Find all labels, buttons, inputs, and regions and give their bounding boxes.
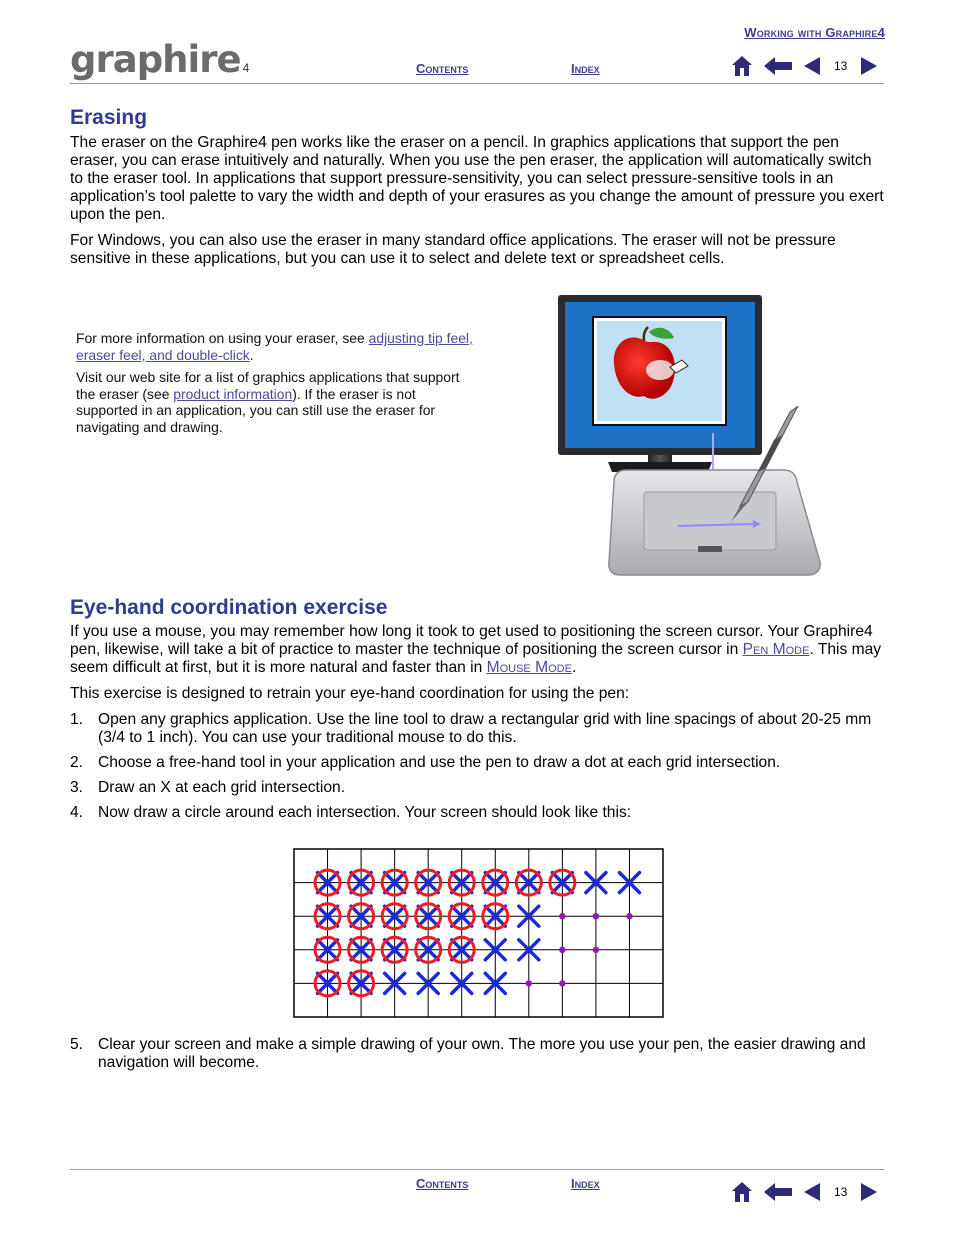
eraser-note-1 — [76, 330, 481, 363]
logo-text: graphire — [70, 38, 241, 81]
chapter-title[interactable]: Working with Graphire4 — [744, 25, 885, 40]
step-item: 1. Open any graphics application. Use the line tool to draw a rectangular grid with line spacings of about 20-25 mm (3/4 to 1 inch). You can use your traditional mouse to do this. — [70, 711, 872, 746]
grid-dot-mark — [559, 913, 565, 919]
erasing-paragraph-1: The eraser on the Graphire4 pen works like the eraser on a pencil. In graphics applications that support the pen eraser, you can erase intuitively and naturally. When you use the pen eraser, the application will automatically switch to the eraser tool. In applications that support pressure-sensitivity, you can select pressure-sensitive tools in an application’s tool palette to vary the width and depth of your erasures as you change the amount of pressure you exert upon the pen. — [70, 134, 884, 223]
intro-text-2: . This may seem difficult at first, but it is more natural and faster than in — [70, 641, 882, 676]
note1-end: . — [249, 346, 254, 363]
grid-exercise-figure — [293, 848, 664, 1018]
adjusting-tip-feel-link[interactable]: adjusting tip feel, eraser feel, and double-click — [76, 330, 473, 363]
grid-dot-mark — [559, 980, 565, 986]
grid-dot-mark — [626, 913, 632, 919]
page-number: 13 — [834, 59, 848, 73]
grid-dot-mark — [526, 980, 532, 986]
eye-hand-heading: Eye-hand coordination exercise — [70, 596, 388, 619]
grid-dot-mark — [593, 947, 599, 953]
step-item: 3. Draw an X at each grid intersection. — [70, 779, 346, 796]
grid-dot-mark — [593, 913, 599, 919]
step-item: 5. Clear your screen and make a simple drawing of your own. The more you use your pen, the easier drawing and navigation will become. — [70, 1036, 866, 1071]
intro-text-1: If you use a mouse, you may remember how long it took to get used to positioning the screen cursor. Your Graphire4 pen, likewise, will take a bit of practice to master the technique of positioning the screen cursor in — [70, 623, 873, 658]
home-icon[interactable] — [732, 55, 752, 77]
product-information-link[interactable]: product information — [173, 385, 293, 402]
grid-border — [294, 849, 663, 1017]
next-page-icon[interactable] — [861, 57, 877, 75]
footer-contents-link[interactable]: Contents — [416, 1176, 469, 1191]
previous-page-icon[interactable] — [804, 57, 820, 75]
erased-area — [646, 360, 674, 380]
note2-text: Visit our web site for a list of graphics applications that support the eraser (see — [76, 369, 460, 402]
erasing-paragraph-2: For Windows, you can also use the eraser in many standard office applications. The eraser will not be pressure sensitive in these applications, but you can use it to select and delete text or spreadsheet cells. — [70, 232, 836, 267]
note1-text: For more information on using your eraser, see — [76, 330, 369, 346]
note2-end: ). If the eraser is not supported in an application, you can still use the eraser for navigating and drawing. — [76, 385, 436, 435]
pen-mode-link[interactable]: Pen Mode — [742, 641, 810, 658]
step-item: 2. Choose a free-hand tool in your application and use the pen to draw a dot at each grid intersection. — [70, 754, 781, 771]
monitor-tablet-illustration — [548, 292, 830, 582]
header-divider — [70, 83, 884, 84]
back-arrow-icon[interactable] — [764, 1183, 792, 1201]
footer-divider — [70, 1169, 884, 1170]
back-arrow-icon[interactable] — [764, 57, 792, 75]
exercise-steps — [70, 711, 885, 822]
contents-link[interactable]: Contents — [416, 61, 469, 76]
mouse-mode-link[interactable]: Mouse Mode — [486, 659, 572, 676]
home-icon[interactable] — [732, 1181, 752, 1203]
tablet-active-area — [644, 492, 776, 550]
eye-hand-intro — [70, 623, 885, 677]
previous-page-icon[interactable] — [804, 1183, 820, 1201]
bottom-nav-buttons — [732, 1181, 877, 1203]
tablet-badge — [698, 546, 722, 552]
step-item: 4. Now draw a circle around each intersection. Your screen should look like this: — [70, 804, 632, 821]
index-link[interactable]: Index — [571, 61, 600, 76]
logo-sub: 4 — [242, 61, 250, 75]
erasing-heading: Erasing — [70, 106, 148, 129]
footer-index-link[interactable]: Index — [571, 1176, 600, 1191]
eraser-note-2 — [76, 369, 481, 435]
top-nav-buttons — [732, 55, 877, 77]
grid-dot-mark — [559, 947, 565, 953]
next-page-icon[interactable] — [861, 1183, 877, 1201]
graphire-logo — [70, 40, 249, 80]
footer-page-number: 13 — [834, 1185, 848, 1199]
exercise-lead: This exercise is designed to retrain your eye-hand coordination for using the pen: — [70, 685, 630, 702]
intro-text-3: . — [571, 659, 577, 676]
exercise-step-5 — [70, 1036, 885, 1072]
